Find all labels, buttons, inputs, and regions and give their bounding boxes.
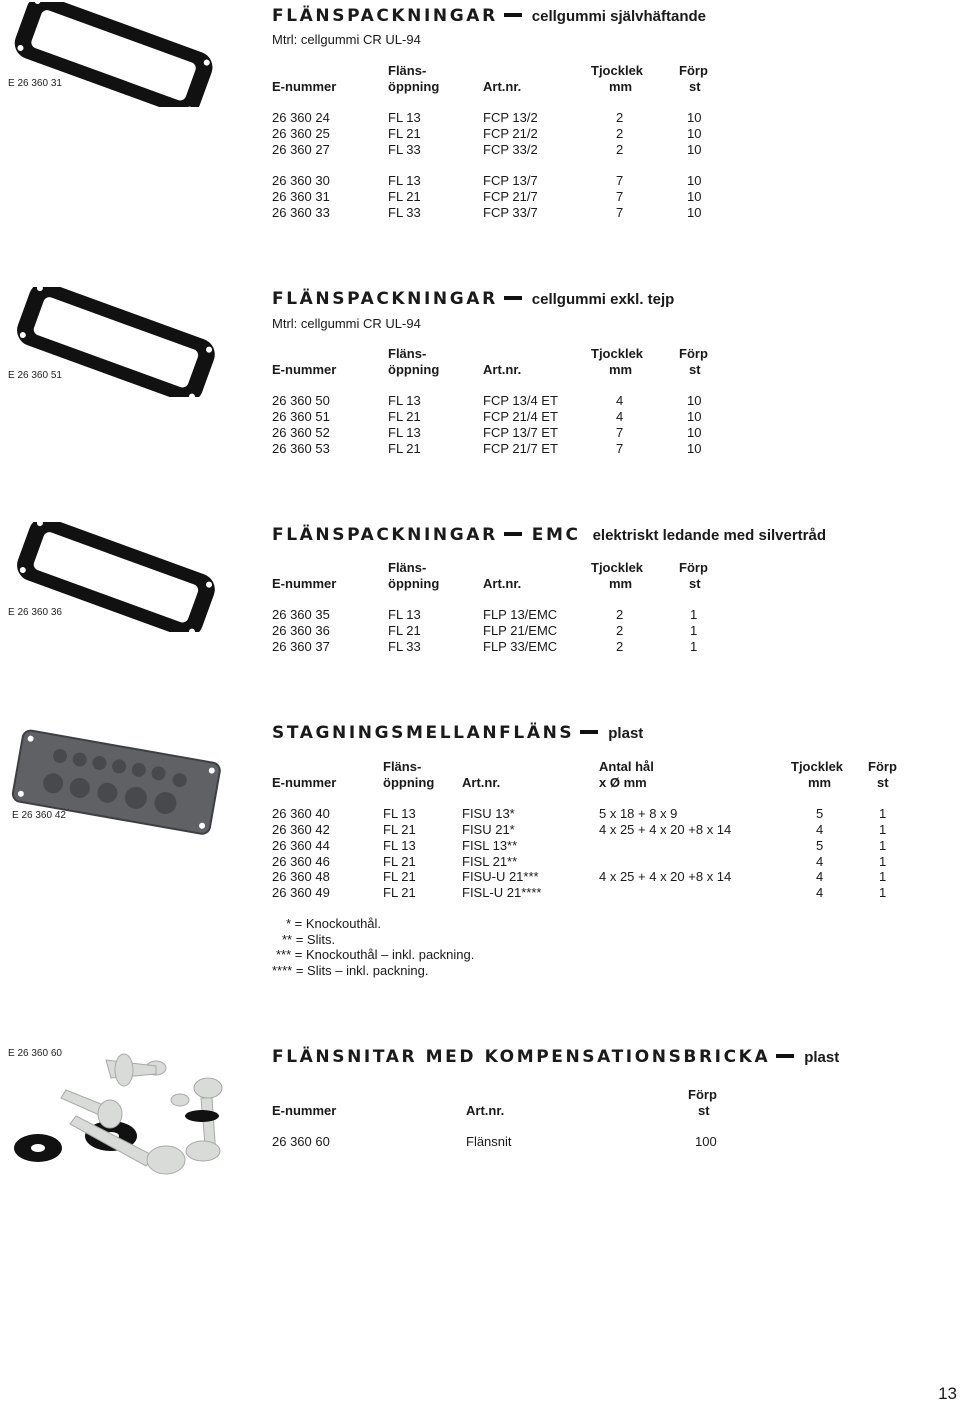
header-st: st	[698, 1103, 710, 1118]
header-forp: Förp	[679, 560, 708, 575]
header-oppning: öppning	[383, 775, 435, 790]
header-forp: Förp	[679, 63, 708, 78]
gasket-image-1	[4, 2, 222, 107]
cell-enummer: 26 360 44	[272, 838, 330, 853]
title-dash	[580, 730, 598, 734]
cell-st: 1	[879, 838, 887, 853]
header-mm: mm	[609, 362, 633, 377]
cell-st: 10	[687, 189, 702, 204]
cell-artnr: FCP 13/7	[483, 173, 538, 188]
cell-mm: 2	[616, 607, 624, 622]
cell-mm: 5	[816, 806, 824, 821]
cell-oppning: FL 21	[388, 409, 421, 424]
cell-oppning: FL 21	[383, 885, 416, 900]
header-oppning: öppning	[388, 576, 440, 591]
cell-artnr: FLP 33/EMC	[483, 639, 558, 654]
cell-oppning: FL 33	[388, 142, 421, 157]
cell-oppning: FL 21	[383, 854, 416, 869]
title-sub: cellgummi självhäftande	[531, 8, 706, 25]
cell-mm: 7	[616, 441, 624, 456]
header-forp: Förp	[679, 346, 708, 361]
header-enummer: E-nummer	[272, 775, 337, 790]
header-enummer: E-nummer	[272, 1103, 337, 1118]
cell-oppning: FL 21	[383, 822, 416, 837]
cell-enummer: 26 360 53	[272, 441, 330, 456]
cell-enummer: 26 360 37	[272, 639, 330, 654]
header-oppning: öppning	[388, 362, 440, 377]
cell-mm: 4	[816, 822, 824, 837]
header-artnr: Art.nr.	[462, 775, 501, 790]
title-main: STAGNINGSMELLANFLÄNS	[272, 723, 575, 743]
header-forp: Förp	[868, 759, 897, 774]
cell-oppning: FL 13	[388, 607, 421, 622]
cell-mm: 2	[616, 126, 624, 141]
cell-enummer: 26 360 52	[272, 425, 330, 440]
header-flans: Fläns-	[383, 759, 422, 774]
material-note: Mtrl: cellgummi CR UL-94	[272, 32, 421, 47]
cell-mm: 7	[616, 205, 624, 220]
cell-st: 1	[690, 623, 698, 638]
cell-enummer: 26 360 40	[272, 806, 330, 821]
cell-oppning: FL 21	[388, 623, 421, 638]
cell-mm: 7	[616, 425, 624, 440]
cell-artnr: FCP 33/7	[483, 205, 538, 220]
footnote: **** = Slits – inkl. packning.	[272, 963, 429, 978]
cell-mm: 4	[616, 409, 624, 424]
cell-mm: 7	[616, 189, 624, 204]
cell-st: 1	[879, 822, 887, 837]
header-enummer: E-nummer	[272, 362, 337, 377]
cell-st: 1	[690, 639, 698, 654]
footnote: *** = Knockouthål – inkl. packning.	[276, 947, 475, 962]
header-tjocklek: Tjocklek	[591, 346, 644, 361]
header-tjocklek: Tjocklek	[591, 63, 644, 78]
header-artnr: Art.nr.	[483, 362, 522, 377]
cell-oppning: FL 13	[388, 110, 421, 125]
cell-st: 1	[879, 869, 887, 884]
cell-st: 10	[687, 110, 702, 125]
header-artnr: Art.nr.	[483, 576, 522, 591]
cell-enummer: 26 360 33	[272, 205, 330, 220]
product-code-label: E 26 360 51	[8, 370, 62, 381]
cell-artnr: FCP 21/7 ET	[483, 441, 558, 456]
title-dash	[776, 1054, 794, 1058]
material-note: Mtrl: cellgummi CR UL-94	[272, 316, 421, 331]
title-main: FLÄNSPACKNINGAR	[272, 289, 498, 309]
header-st: st	[689, 79, 701, 94]
cell-mm: 5	[816, 838, 824, 853]
cell-mm: 7	[616, 173, 624, 188]
title-main: FLÄNSPACKNINGAR	[272, 6, 498, 26]
cell-oppning: FL 21	[388, 189, 421, 204]
cell-artnr: FCP 33/2	[483, 142, 538, 157]
cell-oppning: FL 13	[383, 838, 416, 853]
header-forp: Förp	[688, 1087, 717, 1102]
cell-mm: 2	[616, 623, 624, 638]
header-x-diameter: x Ø mm	[599, 775, 647, 790]
header-oppning: öppning	[388, 79, 440, 94]
cell-mm: 4	[816, 869, 824, 884]
cell-st: 10	[687, 205, 702, 220]
cell-mm: 4	[616, 393, 624, 408]
cell-enummer: 26 360 30	[272, 173, 330, 188]
cell-antal-hal: 4 x 25 + 4 x 20 +8 x 14	[599, 822, 732, 837]
cell-artnr: FISU 13*	[462, 806, 515, 821]
section-title	[272, 525, 826, 545]
title-sub: plast	[804, 1049, 840, 1066]
header-tjocklek: Tjocklek	[791, 759, 844, 774]
cell-mm: 2	[616, 110, 624, 125]
header-tjocklek: Tjocklek	[591, 560, 644, 575]
cell-enummer: 26 360 51	[272, 409, 330, 424]
footnote: * = Knockouthål.	[286, 916, 382, 931]
cell-oppning: FL 13	[388, 173, 421, 188]
cell-artnr: FCP 13/4 ET	[483, 393, 558, 408]
cell-st: 10	[687, 126, 702, 141]
title-sub: plast	[608, 725, 644, 742]
header-st: st	[689, 362, 701, 377]
cell-enummer: 26 360 42	[272, 822, 330, 837]
product-code-label: E 26 360 36	[8, 607, 62, 618]
title-dash	[504, 296, 522, 300]
title-main: FLÄNSNITAR MED KOMPENSATIONSBRICKA	[272, 1047, 771, 1067]
section-title	[272, 289, 674, 309]
cell-enummer: 26 360 50	[272, 393, 330, 408]
stiffening-flange-image	[6, 724, 224, 844]
header-flans: Fläns-	[388, 346, 427, 361]
cell-artnr: FISL 13**	[462, 838, 518, 853]
cell-artnr: FLP 13/EMC	[483, 607, 558, 622]
header-mm: mm	[609, 576, 633, 591]
cell-artnr: FCP 21/7	[483, 189, 538, 204]
cell-oppning: FL 13	[383, 806, 416, 821]
header-artnr: Art.nr.	[483, 79, 522, 94]
cell-st: 10	[687, 441, 702, 456]
section-title	[272, 723, 643, 743]
header-st: st	[877, 775, 889, 790]
title-sub: cellgummi exkl. tejp	[531, 291, 675, 308]
cell-artnr: FISU 21*	[462, 822, 515, 837]
header-enummer: E-nummer	[272, 576, 337, 591]
cell-enummer: 26 360 35	[272, 607, 330, 622]
header-flans: Fläns-	[388, 63, 427, 78]
cell-artnr: Flänsnit	[466, 1134, 512, 1149]
title-main-emc: EMC	[531, 525, 581, 545]
cell-st: 10	[687, 425, 702, 440]
cell-oppning: FL 33	[388, 205, 421, 220]
cell-enummer: 26 360 27	[272, 142, 330, 157]
header-antal-hal: Antal hål	[599, 759, 654, 774]
product-code-label: E 26 360 42	[12, 810, 66, 821]
cell-st: 1	[879, 885, 887, 900]
cell-oppning: FL 21	[383, 869, 416, 884]
header-mm: mm	[609, 79, 633, 94]
section-title	[272, 1047, 839, 1067]
flange-rivet-image	[6, 1048, 230, 1178]
header-artnr: Art.nr.	[466, 1103, 505, 1118]
cell-enummer: 26 360 48	[272, 869, 330, 884]
cell-st: 100	[695, 1134, 717, 1149]
cell-enummer: 26 360 25	[272, 126, 330, 141]
cell-oppning: FL 13	[388, 425, 421, 440]
cell-artnr: FLP 21/EMC	[483, 623, 558, 638]
cell-enummer: 26 360 60	[272, 1134, 330, 1149]
cell-antal-hal: 5 x 18 + 8 x 9	[599, 806, 678, 821]
header-enummer: E-nummer	[272, 79, 337, 94]
header-st: st	[689, 576, 701, 591]
cell-enummer: 26 360 31	[272, 189, 330, 204]
cell-st: 10	[687, 173, 702, 188]
cell-enummer: 26 360 36	[272, 623, 330, 638]
cell-st: 1	[879, 854, 887, 869]
cell-mm: 4	[816, 854, 824, 869]
cell-antal-hal: 4 x 25 + 4 x 20 +8 x 14	[599, 869, 732, 884]
header-flans: Fläns-	[388, 560, 427, 575]
title-sub: elektriskt ledande med silvertråd	[592, 527, 827, 544]
cell-artnr: FISL 21**	[462, 854, 518, 869]
cell-enummer: 26 360 46	[272, 854, 330, 869]
cell-enummer: 26 360 49	[272, 885, 330, 900]
title-main: FLÄNSPACKNINGAR	[272, 525, 498, 545]
cell-st: 1	[879, 806, 887, 821]
cell-oppning: FL 13	[388, 393, 421, 408]
cell-oppning: FL 33	[388, 639, 421, 654]
cell-mm: 4	[816, 885, 824, 900]
cell-st: 1	[690, 607, 698, 622]
footnote: ** = Slits.	[282, 932, 336, 947]
cell-artnr: FCP 13/2	[483, 110, 538, 125]
cell-artnr: FCP 13/7 ET	[483, 425, 558, 440]
cell-artnr: FISU-U 21***	[462, 869, 539, 884]
product-code-label: E 26 360 31	[8, 78, 62, 89]
cell-artnr: FCP 21/4 ET	[483, 409, 558, 424]
cell-oppning: FL 21	[388, 126, 421, 141]
product-code-label: E 26 360 60	[8, 1048, 62, 1059]
cell-st: 10	[687, 142, 702, 157]
title-dash	[504, 532, 522, 536]
page-number: 13	[938, 1384, 957, 1403]
section-title	[272, 6, 706, 26]
cell-artnr: FCP 21/2	[483, 126, 538, 141]
cell-enummer: 26 360 24	[272, 110, 330, 125]
cell-oppning: FL 21	[388, 441, 421, 456]
cell-mm: 2	[616, 639, 624, 654]
cell-mm: 2	[616, 142, 624, 157]
cell-st: 10	[687, 393, 702, 408]
cell-st: 10	[687, 409, 702, 424]
cell-artnr: FISL-U 21****	[462, 885, 542, 900]
title-dash	[504, 13, 522, 17]
header-mm: mm	[808, 775, 832, 790]
